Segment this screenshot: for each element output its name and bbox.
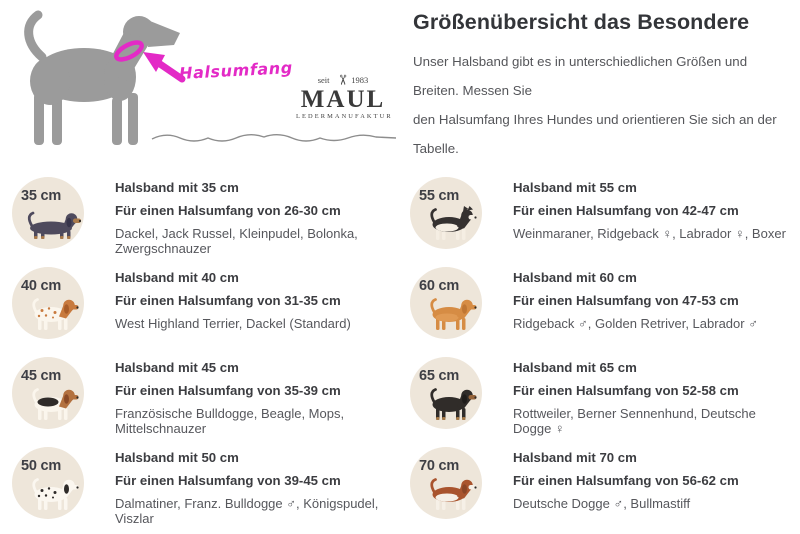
halsumfang-range-text: Für einen Halsumfang von 47-53 cm: [513, 293, 739, 308]
intro-line-1: Unser Halsband gibt es in unterschiedlichen Größen und Breiten. Messen Sie: [413, 54, 748, 98]
halsband-size-text: Halsband mit 65 cm: [513, 360, 637, 375]
scissors-icon: ✂: [333, 74, 349, 86]
size-entry: [410, 258, 792, 348]
size-badge: [12, 447, 84, 519]
breeds-text: Weinmaraner, Ridgeback ♀, Labrador ♀, Boxer: [513, 226, 786, 241]
size-label: 70 cm: [419, 458, 460, 474]
logo-seit-text: seit: [317, 75, 330, 85]
breeds-text: Dalmatiner, Franz. Bulldogge ♂, Königspudel, Viszlar: [115, 496, 379, 526]
halsband-size-text: Halsband mit 60 cm: [513, 270, 637, 285]
intro-line-2: den Halsumfang Ihres Hundes und orientieren Sie sich an der Tabelle.: [413, 112, 777, 156]
halsumfang-range-text: Für einen Halsumfang von 39-45 cm: [115, 473, 341, 488]
breeds-text: Rottweiler, Berner Sennenhund, Deutsche Dogge ♀: [513, 406, 756, 436]
size-entry-texts: [513, 258, 758, 331]
size-entry: [12, 348, 410, 438]
rottweiler-icon: [420, 384, 480, 423]
wave-divider: [150, 130, 398, 146]
beagle-icon: [22, 384, 82, 423]
halsband-size-text: Halsband mit 35 cm: [115, 180, 239, 195]
husky-icon: [420, 204, 480, 243]
halsumfang-range-text: Für einen Halsumfang von 56-62 cm: [513, 473, 739, 488]
size-badge: [410, 447, 482, 519]
logo-year-text: 1983: [351, 75, 369, 85]
halsumfang-range-text: Für einen Halsumfang von 31-35 cm: [115, 293, 341, 308]
size-badge: [410, 357, 482, 429]
halsband-size-text: Halsband mit 45 cm: [115, 360, 239, 375]
size-entry: [410, 348, 792, 438]
intro-text: [413, 47, 795, 163]
saint-bernard-icon: [420, 474, 480, 513]
halsumfang-range-text: Für einen Halsumfang von 35-39 cm: [115, 383, 341, 398]
logo-brand-name: MAUL: [300, 86, 386, 113]
size-badge: [12, 177, 84, 249]
size-entry-texts: [513, 348, 792, 436]
golden-retriever-icon: [420, 294, 480, 333]
size-label: 65 cm: [419, 368, 460, 384]
halsumfang-range-text: Für einen Halsumfang von 26-30 cm: [115, 203, 341, 218]
size-label: 40 cm: [21, 278, 62, 294]
size-label: 35 cm: [21, 188, 62, 204]
size-entry-texts: [115, 438, 410, 526]
logo-since-line: [296, 74, 390, 86]
size-entry-texts: [115, 348, 410, 436]
size-entry-texts: [513, 168, 786, 241]
breeds-text: Französische Bulldogge, Beagle, Mops, Mittelschnauzer: [115, 406, 345, 436]
breeds-text: Deutsche Dogge ♂, Bullmastiff: [513, 496, 691, 511]
halsumfang-range-text: Für einen Halsumfang von 52-58 cm: [513, 383, 739, 398]
dachshund-icon: [22, 204, 82, 243]
page-title: Größenübersicht das Besondere: [413, 10, 750, 34]
size-grid: [12, 168, 792, 528]
size-badge: [12, 357, 84, 429]
halsband-size-text: Halsband mit 70 cm: [513, 450, 637, 465]
size-entry-texts: [115, 168, 410, 256]
size-entry-texts: [513, 438, 739, 511]
size-entry-texts: [115, 258, 351, 331]
size-label: 45 cm: [21, 368, 62, 384]
dalmatian-icon: [22, 474, 82, 513]
jack-russell-icon: [22, 294, 82, 333]
size-badge: [12, 267, 84, 339]
size-entry: [12, 258, 410, 348]
halsband-size-text: Halsband mit 50 cm: [115, 450, 239, 465]
maul-logo: [296, 74, 393, 120]
breeds-text: Ridgeback ♂, Golden Retriver, Labrador ♂: [513, 316, 758, 331]
size-entry: [12, 438, 410, 528]
size-entry: [410, 168, 792, 258]
breeds-text: West Highland Terrier, Dackel (Standard): [115, 316, 351, 331]
breeds-text: Dackel, Jack Russel, Kleinpudel, Bolonka, Zwergschnauzer: [115, 226, 358, 256]
size-badge: [410, 177, 482, 249]
size-entry: [12, 168, 410, 258]
size-label: 50 cm: [21, 458, 62, 474]
halsband-size-text: Halsband mit 40 cm: [115, 270, 239, 285]
size-label: 60 cm: [419, 278, 460, 294]
logo-subtitle: LEDERMANUFAKTUR: [296, 113, 393, 120]
size-badge: [410, 267, 482, 339]
halsumfang-range-text: Für einen Halsumfang von 42-47 cm: [513, 203, 739, 218]
size-label: 55 cm: [419, 188, 460, 204]
collar-label: Halsumfang: [178, 58, 294, 83]
size-entry: [410, 438, 792, 528]
halsband-size-text: Halsband mit 55 cm: [513, 180, 637, 195]
